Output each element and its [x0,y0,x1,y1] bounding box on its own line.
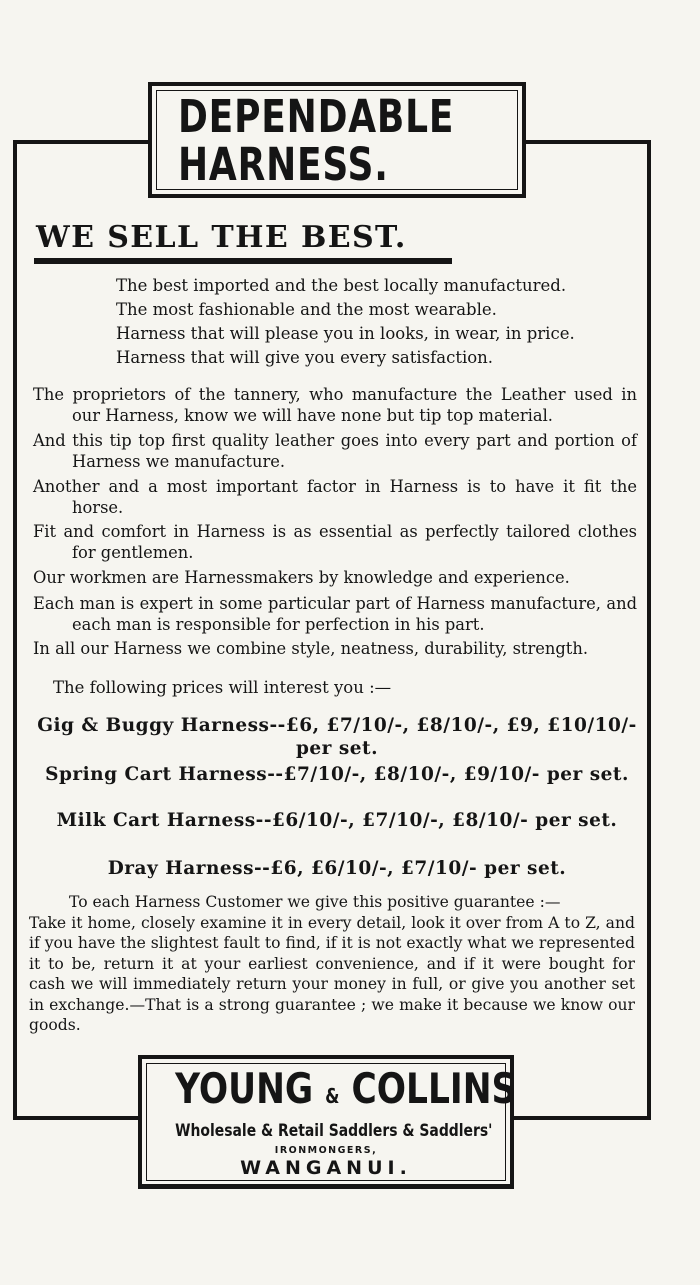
headline-line-1: DEPENDABLE [178,90,455,143]
intro-line-1: The best imported and the best locally manufactured. [116,276,567,295]
paragraph-leather: And this tip top first quality leather goes into every part and portion of Harness we manufacture. [33,431,637,471]
paragraph-style: In all our Harness we combine style, neatness, durability, strength. [33,639,589,658]
prices-intro: The following prices will interest you :— [53,678,392,697]
paragraph-expert: Each man is expert in some particular part of Harness manufacture, and each man is responsible for perfection in his part. [33,594,637,634]
price-milk-cart: Milk Cart Harness--£6/10/-, £7/10/-, £8/10/- per set. [56,810,618,831]
paragraph-tannery: The proprietors of the tannery, who manufacture the Leather used in our Harness, know we will have none but tip top material. [33,385,637,425]
intro-line-2: The most fashionable and the most wearable. [116,300,497,319]
firm-town: WANGANUI. [240,1157,412,1179]
slogan-underline [34,258,452,264]
firm-name-young: YOUNG [175,1064,314,1113]
guarantee-body: Take it home, closely examine it in every detail, look it over from A to Z, and if you have the slightest fault to find, if it is not exactly what we represented it to be, return it at your earliest convenience, and if it were bought for cash we will immediately return your money in full, or give you another set in exchange.—That is a strong guarantee ; we make it because we know our goods. [29,913,635,1034]
firm-name [175,1064,517,1118]
header-box [148,82,526,198]
intro-line-4: Harness that will give you every satisfaction. [116,348,494,367]
firm-ironmongers: IRONMONGERS, [274,1145,378,1156]
firm-trade: Wholesale & Retail Saddlers & Saddlers' [175,1121,493,1141]
price-spring-cart: Spring Cart Harness--£7/10/-, £8/10/-, £9/10/- per set. [45,764,629,785]
guarantee-text [29,892,635,1036]
firm-name-collins: COLLINS [351,1064,517,1113]
guarantee-lead: To each Harness Customer we give this positive guarantee :— [69,893,561,911]
slogan: WE SELL THE BEST. [36,220,407,255]
footer-box [138,1055,517,1189]
paragraph-workmen: Our workmen are Harnessmakers by knowledge and experience. [33,568,570,587]
footer-underline [140,1184,514,1187]
price-gig-buggy: Gig & Buggy Harness--£6, £7/10/-, £8/10/-, £9, £10/10/- per set. [37,715,637,759]
price-dray: Dray Harness--£6, £6/10/-, £7/10/- per set. [107,858,567,879]
intro-line-3: Harness that will please you in looks, in wear, in price. [116,324,575,343]
paragraph-comfort: Fit and comfort in Harness is as essential as perfectly tailored clothes for gentlemen. [33,522,637,562]
paragraph-fit: Another and a most important factor in Harness is to have it fit the horse. [33,477,637,517]
headline-line-2: HARNESS. [178,138,389,191]
firm-name-ampersand: & [325,1084,340,1108]
